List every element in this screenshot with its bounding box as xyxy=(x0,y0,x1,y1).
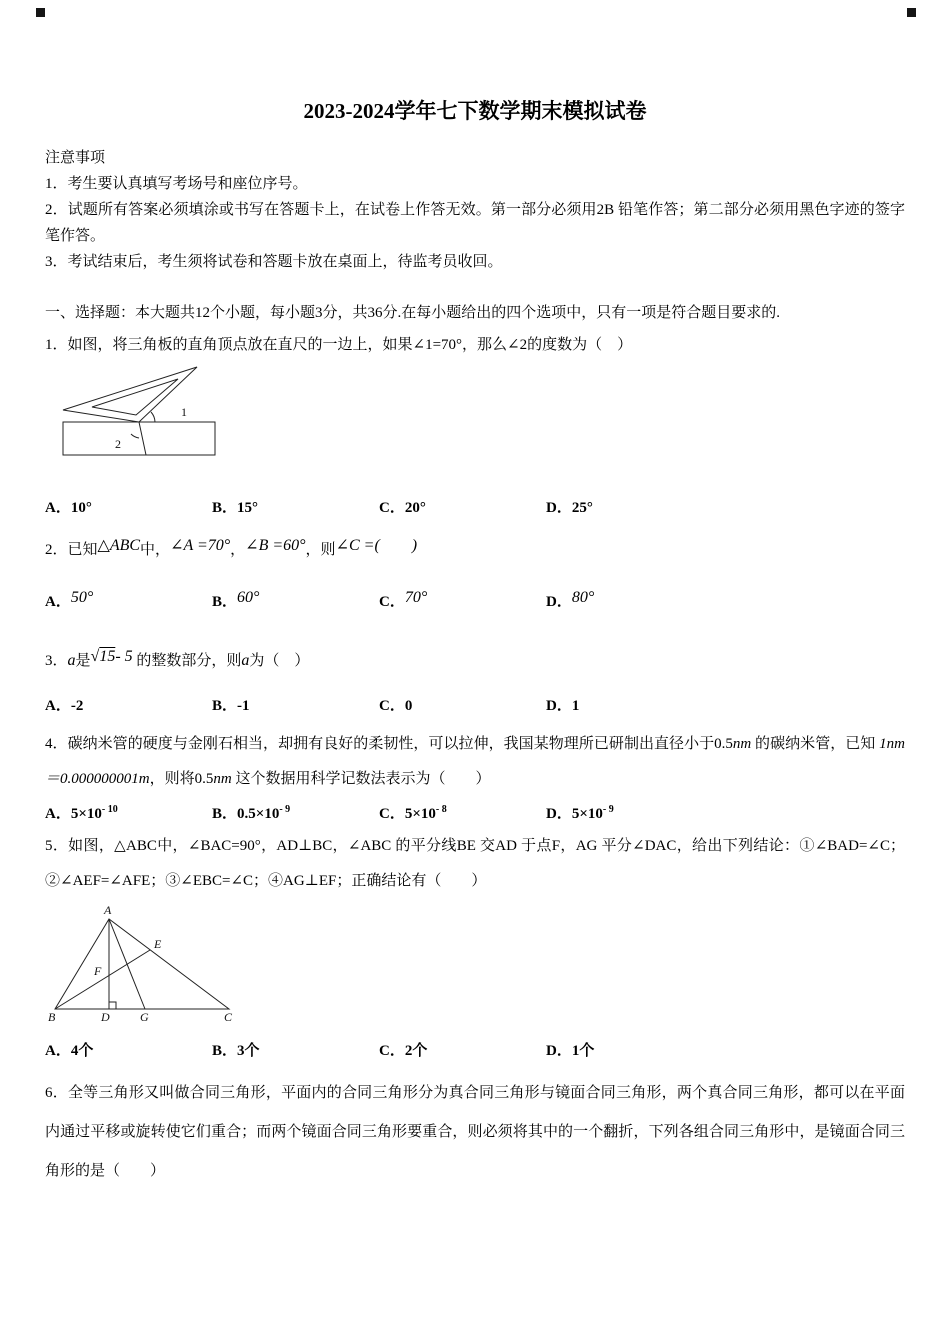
option-label: B． xyxy=(212,698,238,714)
question-text-segment: 3． xyxy=(45,653,68,669)
option-C xyxy=(379,695,546,717)
option-value: 15° xyxy=(237,500,259,516)
point-e-label: E xyxy=(154,937,162,951)
question-text-segment: ， xyxy=(230,542,246,558)
option-label: B． xyxy=(212,594,238,610)
option-C xyxy=(379,591,546,613)
angle-1-arc xyxy=(151,412,155,422)
question-text-segment: ∠C =( ) xyxy=(335,537,418,554)
option-B xyxy=(212,799,379,825)
vertex-c-label: C xyxy=(224,1010,233,1023)
question-text-segment: nm xyxy=(213,771,232,787)
option-B xyxy=(212,497,379,519)
vertex-a-label: A xyxy=(104,903,112,917)
question-1-text xyxy=(45,332,905,358)
option-value: 0 xyxy=(404,698,413,714)
option-label: C． xyxy=(379,806,405,822)
option-label: D． xyxy=(546,500,572,516)
option-label: A． xyxy=(45,1043,71,1059)
option-exponent: - 9 xyxy=(602,804,614,815)
option-label: A． xyxy=(45,500,71,516)
question-text-segment: 的整数部分，则 xyxy=(132,653,242,669)
option-value: 60° xyxy=(237,589,260,606)
question-text-segment: 是 xyxy=(75,653,91,669)
question-text-segment: ，则 xyxy=(305,542,336,558)
question-2-options xyxy=(45,591,905,613)
option-value: $5\times 10^{- 9}$ xyxy=(571,804,614,822)
option-label: C． xyxy=(379,698,405,714)
option-exponent: - 9 xyxy=(279,804,291,815)
questions-list xyxy=(45,332,905,1191)
option-label: B． xyxy=(212,500,238,516)
question-text-segment: 为（ ） xyxy=(249,653,310,669)
angle-1-label: 1 xyxy=(181,405,187,419)
corner-registration-mark xyxy=(36,8,45,17)
option-value: -1 xyxy=(237,698,250,714)
option-label: C． xyxy=(379,1043,405,1059)
option-A xyxy=(45,497,212,519)
option-value: 80° xyxy=(571,589,595,606)
ruler-shape xyxy=(63,422,215,455)
option-D xyxy=(546,591,594,613)
option-A xyxy=(45,695,212,717)
option-value: 70° xyxy=(404,589,428,606)
option-D xyxy=(546,695,579,717)
option-A xyxy=(45,799,212,825)
note-item: 3．考试结束后，考生须将试卷和答题卡放在桌面上，待监考员收回。 xyxy=(45,254,503,270)
option-label: D． xyxy=(546,806,572,822)
note-item: 2．试题所有答案必须填涂或书写在答题卡上，在试卷上作答无效。第一部分必须用2B 铅笔作答；第二部分必须用黑色字迹的签字笔作答。 xyxy=(45,202,905,244)
question-text-segment: ，则将0.5 xyxy=(149,771,214,787)
right-angle-mark xyxy=(109,1002,116,1009)
option-value: 2个 xyxy=(404,1043,428,1059)
question-1 xyxy=(45,332,905,519)
option-label: C． xyxy=(379,594,405,610)
triangle-abc-shape xyxy=(55,919,229,1009)
option-B xyxy=(212,695,379,717)
option-value: 50° xyxy=(70,589,94,606)
option-label: B． xyxy=(212,806,238,822)
question-6-text xyxy=(45,1074,905,1191)
question-text-segment: 4．碳纳米管的硬度与金刚石相当，却拥有良好的柔韧性，可以拉伸，我国某物理所已研制出直径小于0.5 xyxy=(45,736,733,752)
question-4-options xyxy=(45,799,905,825)
question-5-options xyxy=(45,1040,905,1062)
question-text-segment: 的碳纳米管，已知 xyxy=(751,736,880,752)
question-text-segment: △ABC xyxy=(97,537,141,554)
option-value: 10° xyxy=(70,500,92,516)
option-label: A． xyxy=(45,698,71,714)
option-exponent: - 8 xyxy=(435,804,447,815)
option-D xyxy=(546,1040,594,1062)
question-4 xyxy=(45,727,905,825)
option-label: C． xyxy=(379,500,405,516)
question-text-segment: ∠A =70° xyxy=(170,537,231,554)
triangle-abc-figure xyxy=(47,903,247,1023)
question-3 xyxy=(45,647,905,717)
question-text-segment: 中， xyxy=(140,542,171,558)
question-5-text xyxy=(45,829,905,899)
option-label: A． xyxy=(45,806,71,822)
question-1-options xyxy=(45,497,905,519)
option-D xyxy=(546,799,614,825)
question-text-segment: 1nm＝0.000000001m xyxy=(45,736,905,787)
question-text-segment: nm xyxy=(732,736,752,752)
angle-2-label: 2 xyxy=(115,437,121,451)
page-title: 2023-2024学年七下数学期末模拟试卷 xyxy=(303,99,647,123)
option-B xyxy=(212,1040,379,1062)
question-5 xyxy=(45,829,905,1062)
angle-2-arc xyxy=(131,434,139,438)
corner-registration-mark xyxy=(907,8,916,17)
option-value: $0.5\times 10^{- 9}$ xyxy=(237,804,291,822)
notes-section xyxy=(45,146,905,275)
option-label: D． xyxy=(546,1043,572,1059)
question-text-segment: 2．已知 xyxy=(45,542,98,558)
option-C xyxy=(379,799,546,825)
question-3-text xyxy=(45,647,905,675)
question-text-segment: a xyxy=(241,652,250,669)
set-square-corner-line xyxy=(139,422,146,455)
question-4-text xyxy=(45,727,905,797)
question-text-segment: √ xyxy=(90,648,100,665)
option-C xyxy=(379,1040,546,1062)
option-label: A． xyxy=(45,594,71,610)
question1-figure xyxy=(59,364,905,465)
question-text-segment: ∠B =60° xyxy=(245,537,306,554)
option-A xyxy=(45,1040,212,1062)
bisector-be-line xyxy=(55,950,150,1009)
vertex-b-label: B xyxy=(48,1010,56,1023)
question5-figure xyxy=(47,903,905,1028)
option-label: D． xyxy=(546,594,572,610)
question-2-text xyxy=(45,535,905,565)
note-item: 1．考生要认真填写考场号和座位序号。 xyxy=(45,176,308,192)
question-text-segment: 1．如图，将三角板的直角顶点放在直尺的一边上，如果∠1=70°，那么∠2的度数为（ ） xyxy=(45,337,633,353)
notes-list xyxy=(45,171,905,275)
option-label: D． xyxy=(546,698,572,714)
point-f-label: F xyxy=(94,964,102,978)
question-text-segment: 6．全等三角形又叫做合同三角形，平面内的合同三角形分为真合同三角形与镜面合同三角形，两个真合同三角形，都可以在平面内通过平移或旋转使它们重合；而两个镜面合同三角形要重合，则必须将其中的一个翻折，下列各组合同三角形中，是镜面合同三角形的是（ ） xyxy=(45,1085,905,1179)
option-label: B． xyxy=(212,1043,238,1059)
option-value: $5\times 10^{- 8}$ xyxy=(404,804,447,822)
question-2 xyxy=(45,535,905,613)
section-header: 一、选择题：本大题共12个小题，每小题3分，共36分.在每小题给出的四个选项中，只有一项是符合题目要求的. xyxy=(45,305,781,321)
point-d-label: D xyxy=(101,1010,110,1023)
option-value: 3个 xyxy=(237,1043,260,1059)
option-exponent: - 10 xyxy=(101,804,118,815)
point-g-label: G xyxy=(140,1010,149,1023)
question-6 xyxy=(45,1074,905,1191)
option-value: 20° xyxy=(404,500,426,516)
option-D xyxy=(546,497,593,519)
option-value: 4个 xyxy=(70,1043,94,1059)
option-value: 1个 xyxy=(571,1043,595,1059)
question-text-segment: 5．如图，△ABC中，∠BAC=90°，AD⊥BC，∠ABC 的平分线BE 交AD 于点F，AG 平分∠DAC，给出下列结论：①∠BAD=∠C；②∠AEF=∠AFE；③∠EBC=∠C；④AG⊥EF；正确结论有（ ） xyxy=(45,838,905,889)
question-text-segment: 这个数据用科学记数法表示为（ ） xyxy=(231,771,491,787)
question-text-segment: a xyxy=(67,652,76,669)
question-text-segment: - 5 xyxy=(115,648,133,665)
question-3-options xyxy=(45,695,905,717)
option-value: -2 xyxy=(70,698,84,714)
option-value: 25° xyxy=(571,500,593,516)
option-B xyxy=(212,591,379,613)
question-text-segment: 15 xyxy=(99,648,116,665)
option-A xyxy=(45,591,212,613)
option-value: 1 xyxy=(571,698,580,714)
notes-header: 注意事项 xyxy=(45,150,106,166)
option-value: $5\times 10^{- 10}$ xyxy=(70,804,118,822)
triangle-on-ruler-figure xyxy=(59,364,227,460)
option-C xyxy=(379,497,546,519)
